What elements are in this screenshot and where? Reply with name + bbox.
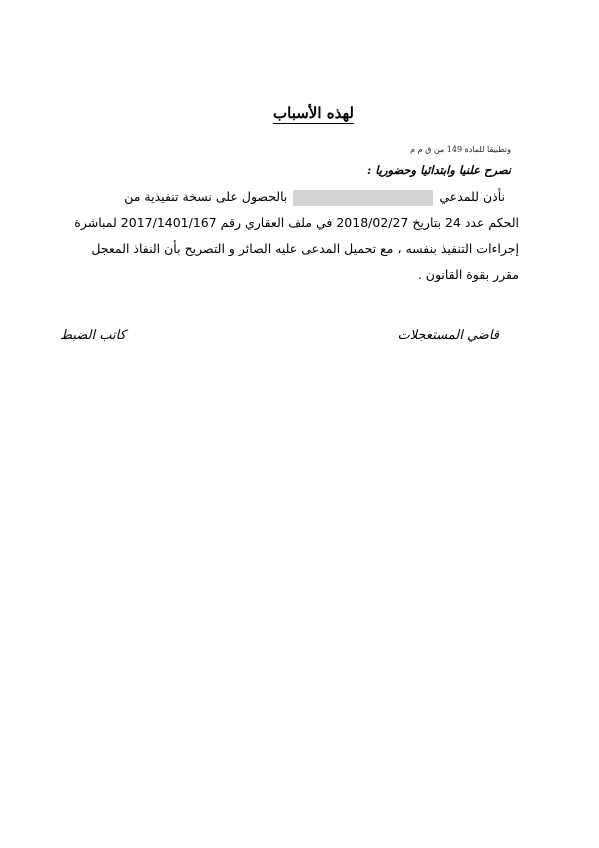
clerk-signature-label: كاتب الضبط — [60, 328, 126, 343]
body-line-1-end: بالحصول على نسخة تنفيذية من — [124, 189, 288, 204]
body-line-3: إجراءات التنفيذ بنفسه ، مع تحميل المدعى عليه الصائر و التصريح بأن النفاذ المعجل — [91, 241, 519, 256]
ruling-body — [74, 184, 519, 288]
legal-basis: وتطبيقا للمادة 149 من ق م م — [410, 145, 511, 154]
redacted-name — [293, 190, 433, 206]
ruling-intro: نصرح علنيا وابتدائيا وحضوريا : — [367, 163, 511, 177]
body-line-1-start: نأذن للمدعي — [439, 189, 505, 204]
heading-text: لهذه الأسباب — [273, 104, 354, 122]
judge-signature-label: قاضي المستعجلات — [397, 328, 499, 343]
body-line-1 — [80, 184, 519, 210]
body-line-2: الحكم عدد 24 بتاريخ 2018/02/27 في ملف العقاري رقم 2017/1401/167 لمباشرة — [74, 215, 519, 230]
section-heading — [0, 104, 599, 122]
body-line-4: مقرر بقوة القانون . — [417, 267, 519, 282]
